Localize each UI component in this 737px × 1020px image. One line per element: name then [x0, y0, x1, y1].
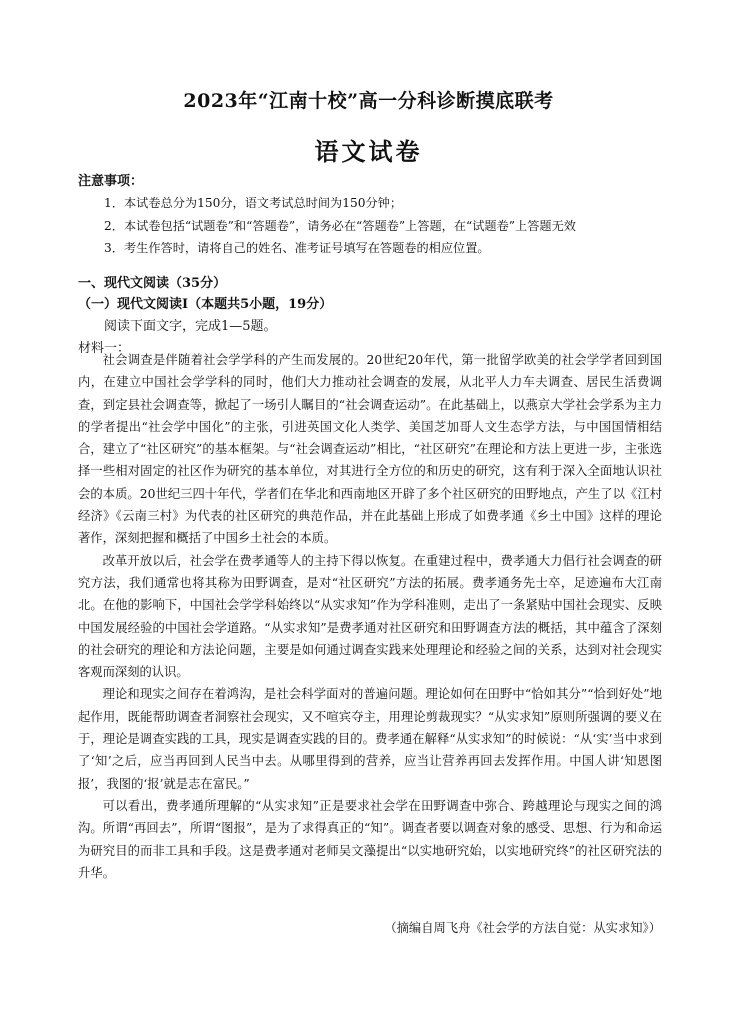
note-item-2: 2．本试卷包括“试题卷”和“答题卷”，请务必在“答题卷”上答题，在“试题卷”上答题无效 — [104, 219, 576, 233]
passage-paragraph: 社会调查是伴随着社会学学科的产生而发展的。20世纪20年代，第一批留学欧美的社会学学者回到国内，在建立中国社会学学科的同时，他们大力推动社会调查的发展，从北平人力车夫调查、居民生活费调查，到定县社会调查等，掀起了一场引人瞩目的“社会调查运动”。在此基础上，以燕京大学社会学系为主力的学者提出“社会学中国化”的主张，引进英国文化人类学、美国芝加哥人文生态学方法，与中国国情相结合，建立了“社区研究”的基本框架。与“社会调查运动”相比，“社区研究”在理论和方法上更进一步，主张选择一些相对固定的社区作为研究的基本单位，对其进行全方位的和历史的研究，这有利于深入全面地认识社会的本质。20世纪三四十年代，学者们在华北和西南地区开辟了多个社区研究的田野地点，产生了以《江村经济》《云南三村》为代表的社区研究的典范作品，并在此基础上形成了如费孝通《乡土中国》这样的理论著作，深刻把握和概括了中国乡土社会的本质。 — [78, 353, 662, 546]
notes-heading: 注意事项： — [78, 174, 144, 189]
section-heading: 一、现代文阅读（35分） — [78, 276, 227, 291]
reading-instruction: 阅读下面文字，完成1—5题。 — [104, 319, 277, 334]
exam-subtitle: 语文试卷 — [314, 137, 423, 166]
passage-source: （摘编自周飞舟《社会学的方法自觉：从实求知》） — [384, 921, 661, 935]
material-label: 材料一： — [78, 341, 131, 356]
passage-body — [78, 349, 662, 884]
exam-title: 2023年“江南十校”高一分科诊断摸底联考 — [183, 90, 554, 112]
passage-paragraph: 理论和现实之间存在着鸿沟，是社会科学面对的普遍问题。理论如何在田野中“恰如其分”“恰到好处”地起作用，既能帮助调查者洞察社会现实，又不喧宾夺主，用理论剪裁现实？“从实求知”原则所强调的要义在于，理论是调查实践的工具，现实是调查实践的目的。费孝通在解释“从实求知”的时候说：“从‘实’当中求到了‘知’之后，应当再回到人民当中去。从哪里得到的营养，应当让营养再回去发挥作用。中国人讲‘知恩图报’，我图的‘报’就是志在富民。” — [78, 687, 662, 791]
passage-paragraph: 改革开放以后，社会学在费孝通等人的主持下得以恢复。在重建过程中，费孝通大力倡行社会调查的研究方法，我们通常也将其称为田野调查，是对“社区研究”方法的拓展。费孝通务先士卒，足迹遍布大江南北。在他的影响下，中国社会学学科始终以“从实求知”作为学科准则，走出了一条紧贴中国社会现实、反映中国发展经验的中国社会学道路。“从实求知”是费孝通对社区研究和田野调查方法的概括，其中蕴含了深刻的社会研究的理论和方法论问题，主要是如何通过调查实践来处理理论和经验之间的关系，达到对社会现实客观而深刻的认识。 — [78, 553, 662, 680]
section-sub-heading: （一）现代文阅读Ⅰ（本题共5小题，19分） — [78, 297, 333, 312]
passage-paragraph: 可以看出，费孝通所理解的“从实求知”正是要求社会学在田野调查中弥合、跨越理论与现实之间的鸿沟。所谓“再回去”，所谓“图报”，是为了求得真正的“知”。调查者要以调查对象的感受、思想、行为和命运为研究目的而非工具和手段。这是费孝通对老师吴文藻提出“以实地研究始，以实地研究终”的社区研究法的升华。 — [78, 798, 662, 880]
note-item-3: 3．考生作答时，请将自己的姓名、准考证号填写在答题卷的相应位置。 — [104, 241, 490, 255]
note-item-1: 1．本试卷总分为150分，语文考试总时间为150分钟； — [104, 196, 403, 210]
